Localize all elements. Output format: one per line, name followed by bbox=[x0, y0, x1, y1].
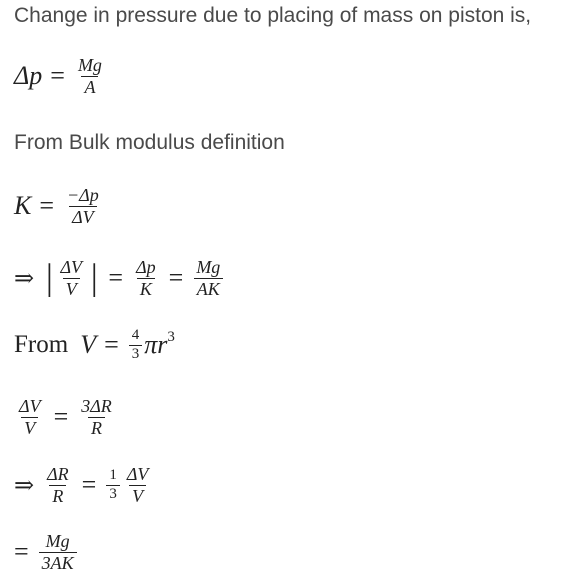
delta-p: Δp bbox=[14, 61, 43, 91]
numerator: Δp bbox=[136, 257, 156, 277]
denominator: V bbox=[21, 417, 38, 438]
numerator: ΔV bbox=[60, 257, 83, 277]
denominator: 3 bbox=[106, 485, 120, 503]
pressure-equation bbox=[14, 56, 107, 97]
intro-text: Change in pressure due to placing of mass on piston is, bbox=[14, 4, 532, 27]
equals-sign: = bbox=[53, 402, 69, 432]
fraction bbox=[75, 56, 105, 97]
fraction bbox=[57, 258, 85, 299]
numerator: ΔR bbox=[47, 464, 69, 484]
denominator: 3 bbox=[129, 345, 143, 363]
differential-equation bbox=[14, 397, 117, 438]
equals-sign: = bbox=[104, 330, 119, 360]
fraction bbox=[129, 328, 143, 363]
numerator: 3ΔR bbox=[81, 396, 112, 416]
fraction bbox=[78, 397, 115, 438]
fraction bbox=[124, 465, 152, 506]
equals-sign: = bbox=[14, 537, 29, 567]
denominator: 3AK bbox=[39, 552, 77, 573]
pi-r: πr bbox=[144, 330, 168, 360]
radius-change-equation bbox=[14, 465, 153, 506]
from-word: From bbox=[14, 331, 69, 359]
fraction bbox=[106, 468, 120, 503]
numerator: −Δp bbox=[67, 185, 99, 205]
numerator: ΔV bbox=[126, 464, 149, 484]
denominator: R bbox=[49, 485, 66, 506]
denominator: V bbox=[129, 485, 146, 506]
equals-sign: = bbox=[39, 191, 55, 221]
fraction bbox=[133, 258, 159, 299]
exponent: 3 bbox=[167, 328, 175, 345]
fraction bbox=[16, 397, 44, 438]
v-symbol: V bbox=[80, 330, 97, 360]
implies-arrow: ⇒ bbox=[14, 472, 35, 499]
equals-sign: = bbox=[81, 470, 97, 500]
fraction bbox=[193, 258, 223, 299]
numerator: Mg bbox=[45, 531, 70, 551]
equals-sign: = bbox=[108, 263, 124, 293]
implies-arrow: ⇒ bbox=[14, 265, 35, 292]
numerator: 4 bbox=[131, 327, 140, 343]
numerator: 1 bbox=[109, 467, 117, 484]
numerator: Mg bbox=[77, 55, 102, 75]
denominator: K bbox=[137, 278, 155, 299]
denominator: ΔV bbox=[69, 206, 97, 227]
fraction bbox=[39, 532, 77, 573]
denominator: A bbox=[81, 76, 98, 97]
denominator: V bbox=[63, 278, 80, 299]
fraction bbox=[64, 186, 102, 227]
equals-sign: = bbox=[168, 263, 184, 293]
denominator: AK bbox=[194, 278, 223, 299]
denominator: R bbox=[88, 417, 105, 438]
abs-bar-left: | bbox=[44, 257, 54, 299]
k-symbol: K bbox=[14, 191, 32, 221]
fraction bbox=[44, 465, 72, 506]
bulk-modulus-text: From Bulk modulus definition bbox=[14, 131, 285, 154]
numerator: Mg bbox=[196, 257, 221, 277]
abs-bar-right: | bbox=[89, 257, 99, 299]
final-result-equation bbox=[14, 532, 79, 573]
numerator: ΔV bbox=[19, 396, 41, 416]
sphere-volume-equation bbox=[14, 328, 175, 363]
bulk-modulus-equation bbox=[14, 186, 104, 227]
volume-change-equation bbox=[14, 258, 225, 299]
equals-sign: = bbox=[50, 61, 65, 91]
